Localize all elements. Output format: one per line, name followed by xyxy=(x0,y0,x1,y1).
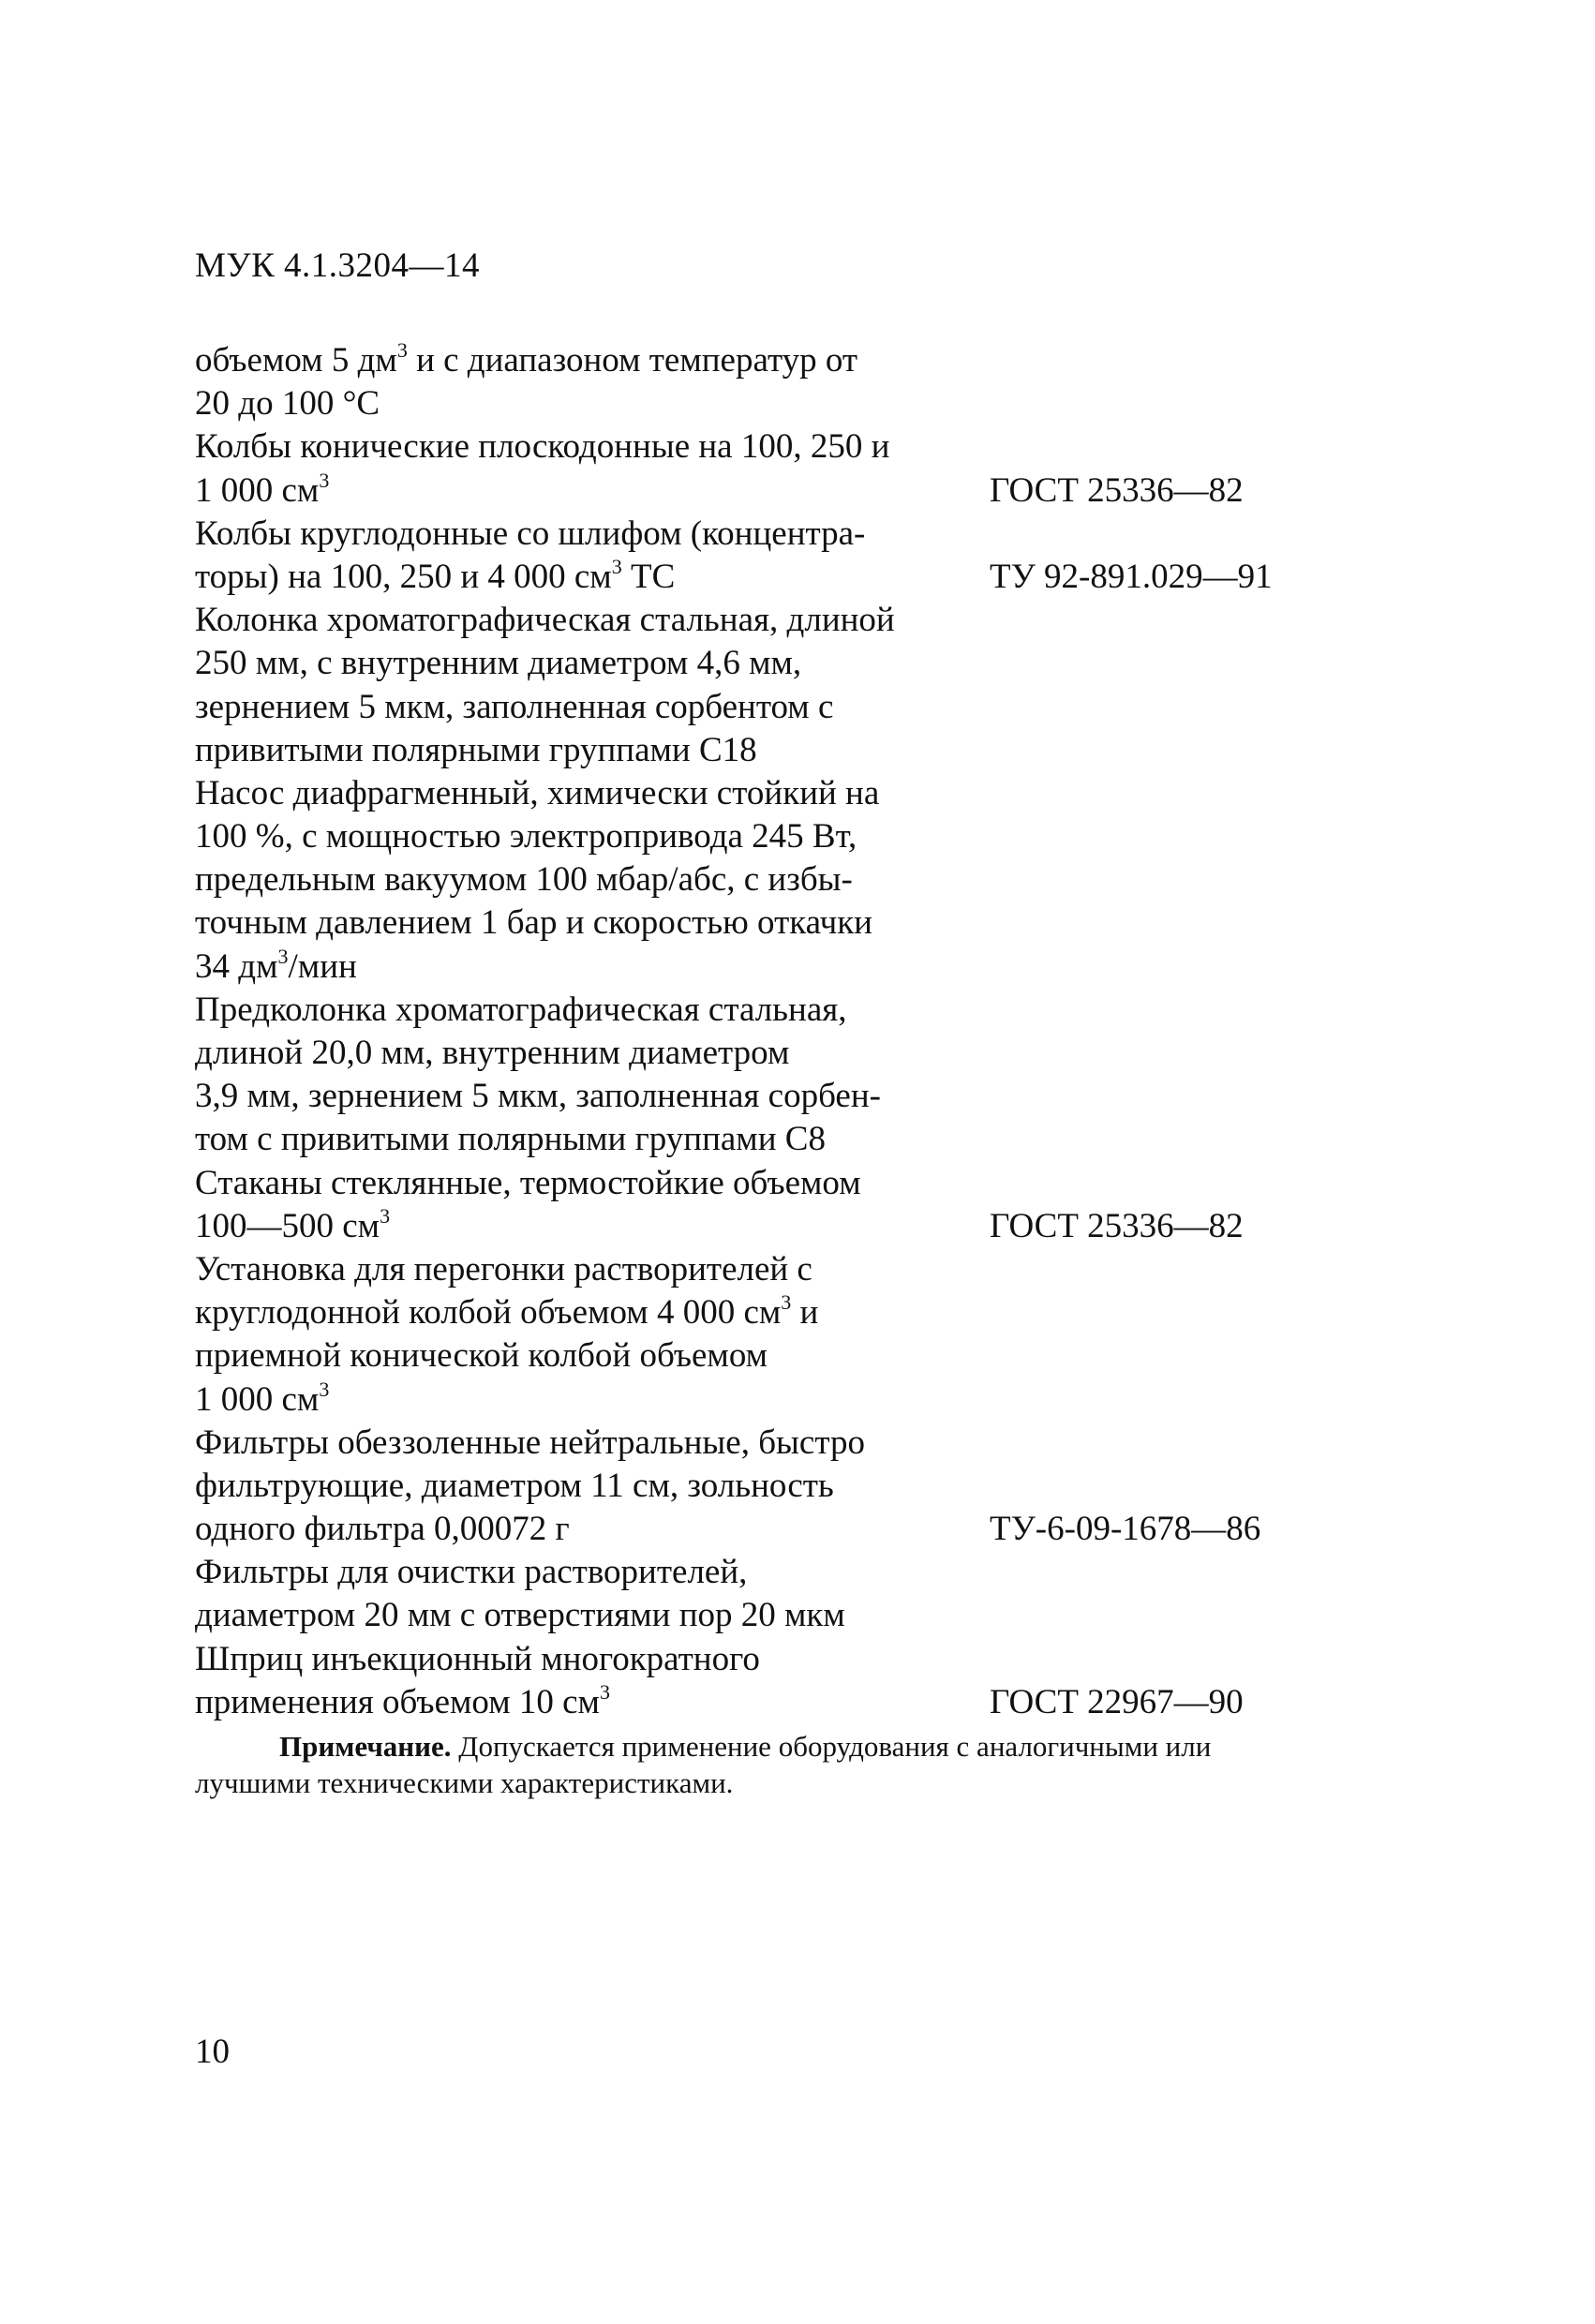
equipment-line-text: Шприц инъекционный многократного xyxy=(195,1639,760,1678)
equipment-line-text: Насос диафрагменный, химически стойкий на xyxy=(195,773,880,812)
equipment-item-line xyxy=(195,599,1394,642)
unit-superscript: 3 xyxy=(277,944,289,968)
equipment-line-text: точным давлением 1 бар и скоростью откачки xyxy=(195,903,872,943)
equipment-item xyxy=(195,1638,1394,1724)
equipment-line-text: применения объемом 10 см xyxy=(195,1682,600,1721)
standard-reference: ГОСТ 25336—82 xyxy=(990,1206,1244,1245)
equipment-line-text-after: /мин xyxy=(288,946,357,986)
equipment-item-line xyxy=(195,1465,1394,1508)
equipment-item-line xyxy=(195,1162,1394,1205)
equipment-item-line xyxy=(195,1291,1394,1334)
equipment-item-line xyxy=(195,1075,1394,1118)
equipment-item-line xyxy=(195,425,1394,469)
equipment-line-text: 100—500 см xyxy=(195,1206,380,1245)
equipment-item xyxy=(195,1162,1394,1248)
equipment-item-line xyxy=(195,1118,1394,1161)
equipment-line-text: приемной конической колбой объемом xyxy=(195,1336,768,1376)
equipment-item-line xyxy=(195,513,1394,556)
equipment-line-text: Установка для перегонки растворителей с xyxy=(195,1249,812,1289)
equipment-line-text: Колбы круглодонные со шлифом (концентра- xyxy=(195,514,866,553)
unit-superscript: 3 xyxy=(781,1290,792,1315)
equipment-line-text: круглодонной колбой объемом 4 000 см xyxy=(195,1293,782,1333)
equipment-line-text: Фильтры для очистки растворителей, xyxy=(195,1553,748,1592)
equipment-item-line xyxy=(195,815,1394,858)
equipment-item-line xyxy=(195,1334,1394,1378)
equipment-line-text: Фильтры обеззоленные нейтральные, быстро xyxy=(195,1423,865,1462)
unit-superscript: 3 xyxy=(380,1203,391,1228)
unit-superscript: 3 xyxy=(599,1679,610,1704)
equipment-line-text: Колбы конические плоскодонные на 100, 250 и xyxy=(195,427,890,467)
note-text-line1: Допускается применение оборудования с аналогичными или xyxy=(451,1730,1212,1763)
equipment-item xyxy=(195,772,1394,989)
standard-reference: ГОСТ 22967—90 xyxy=(990,1682,1244,1721)
equipment-item xyxy=(195,425,1394,512)
equipment-item xyxy=(195,989,1394,1162)
equipment-line-text-after: ТС xyxy=(621,557,676,596)
equipment-item xyxy=(195,599,1394,772)
equipment-item-line xyxy=(195,858,1394,901)
equipment-item xyxy=(195,1248,1394,1422)
standard-reference: ТУ 92-891.029—91 xyxy=(990,557,1273,596)
equipment-line-text: 20 до 100 °С xyxy=(195,384,380,424)
equipment-line-text: зернением 5 мкм, заполненная сорбентом с xyxy=(195,687,834,726)
standard-reference: ГОСТ 25336—82 xyxy=(990,470,1244,510)
equipment-item xyxy=(195,1422,1394,1552)
equipment-item-line xyxy=(195,1508,1394,1551)
equipment-item-line xyxy=(195,469,1394,513)
equipment-item-line xyxy=(195,1205,1394,1248)
page-number: 10 xyxy=(195,2033,230,2071)
equipment-line-text: фильтрующие, диаметром 11 см, зольность xyxy=(195,1466,834,1505)
equipment-item-line xyxy=(195,1551,1394,1594)
equipment-item-line xyxy=(195,686,1394,729)
equipment-line-text: привитыми полярными группами С18 xyxy=(195,730,757,769)
equipment-line-text: объемом 5 дм xyxy=(195,341,397,380)
equipment-line-text: том с привитыми полярными группами С8 xyxy=(195,1120,826,1159)
equipment-line-text: 1 000 см xyxy=(195,470,320,510)
equipment-line-text: длиной 20,0 мм, внутренним диаметром xyxy=(195,1034,790,1072)
equipment-line-text: Колонка хроматографическая стальная, длиной xyxy=(195,601,895,640)
equipment-item-line xyxy=(195,1248,1394,1291)
equipment-list xyxy=(195,339,1394,1724)
equipment-item-line xyxy=(195,989,1394,1032)
unit-superscript: 3 xyxy=(319,1377,330,1401)
equipment-line-text: 34 дм xyxy=(195,946,278,986)
equipment-line-text: диаметром 20 мм с отверстиями пор 20 мкм xyxy=(195,1596,845,1635)
unit-superscript: 3 xyxy=(319,468,330,492)
document-code-header: МУК 4.1.3204—14 xyxy=(195,246,481,285)
note-paragraph xyxy=(195,1728,1413,1801)
equipment-line-text-after: и с диапазоном температур от xyxy=(407,341,858,380)
equipment-line-text: торы) на 100, 250 и 4 000 см xyxy=(195,557,612,596)
note-first-line xyxy=(195,1728,1413,1765)
equipment-item-line xyxy=(195,772,1394,815)
equipment-item xyxy=(195,339,1394,425)
standard-reference: ТУ-6-09-1678—86 xyxy=(990,1510,1261,1549)
equipment-line-text: 3,9 мм, зернением 5 мкм, заполненная сорбен- xyxy=(195,1077,881,1116)
equipment-item-line xyxy=(195,1681,1394,1724)
equipment-line-text-after: и xyxy=(791,1293,819,1333)
equipment-item-line xyxy=(195,729,1394,772)
equipment-item-line xyxy=(195,382,1394,425)
equipment-line-text: 250 мм, с внутренним диаметром 4,6 мм, xyxy=(195,644,802,683)
equipment-line-text: 1 000 см xyxy=(195,1379,320,1419)
equipment-item xyxy=(195,1551,1394,1637)
equipment-item-line xyxy=(195,1638,1394,1681)
equipment-line-text: Стаканы стеклянные, термостойкие объемом xyxy=(195,1163,861,1202)
equipment-item-line xyxy=(195,339,1394,382)
unit-superscript: 3 xyxy=(611,554,622,578)
equipment-line-text: одного фильтра 0,00072 г xyxy=(195,1510,570,1549)
equipment-item-line xyxy=(195,1032,1394,1075)
unit-superscript: 3 xyxy=(396,338,408,362)
equipment-item-line xyxy=(195,642,1394,685)
equipment-item-line xyxy=(195,556,1394,599)
note-label: Примечание. xyxy=(279,1730,452,1763)
equipment-line-text: предельным вакуумом 100 мбар/абс, с избы- xyxy=(195,860,853,900)
equipment-item-line xyxy=(195,946,1394,989)
equipment-item xyxy=(195,513,1394,599)
equipment-item-line xyxy=(195,901,1394,945)
equipment-line-text: Предколонка хроматографическая стальная, xyxy=(195,990,847,1029)
note-text-line2: лучшими техническими характеристиками. xyxy=(195,1766,734,1799)
equipment-item-line xyxy=(195,1594,1394,1637)
equipment-line-text: 100 %, с мощностью электропривода 245 Вт, xyxy=(195,817,857,857)
equipment-item-line xyxy=(195,1422,1394,1465)
equipment-item-line xyxy=(195,1378,1394,1422)
